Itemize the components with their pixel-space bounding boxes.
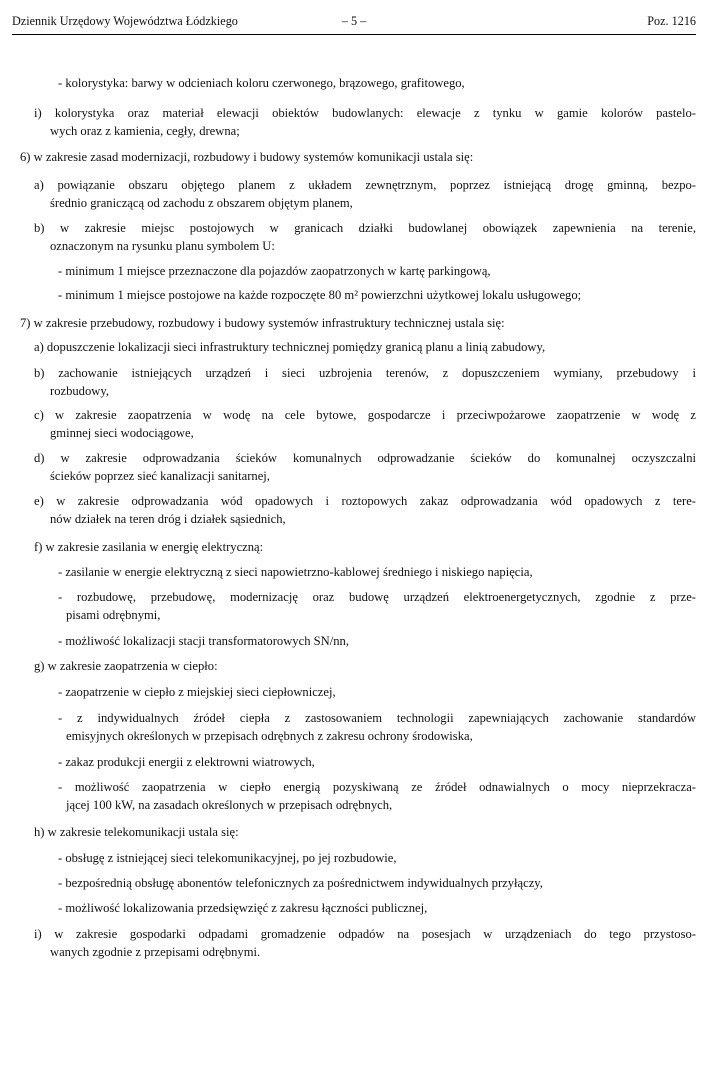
text-line: - zasilanie w energie elektryczną z sieci napowietrzno-kablowej średniego i niskiego napięcia, — [58, 565, 533, 579]
text-line: i) w zakresie gospodarki odpadami gromadzenie odpadów na posesjach w urządzeniach do tego przystoso- — [34, 927, 696, 941]
list-item — [34, 176, 696, 212]
list-item — [58, 588, 696, 624]
text-line: - kolorystyka: barwy w odcieniach koloru czerwonego, brązowego, grafitowego, — [58, 76, 465, 90]
list-item — [20, 314, 696, 332]
text-line: średnio graniczącą od zachodu z obszarem objętym planem, — [50, 196, 353, 210]
text-line: - możliwość lokalizacji stacji transformatorowych SN/nn, — [58, 634, 349, 648]
list-item — [58, 874, 696, 892]
text-line: 7) w zakresie przebudowy, rozbudowy i budowy systemów infrastruktury technicznej ustala się: — [20, 316, 505, 330]
text-line: f) w zakresie zasilania w energię elektryczną: — [34, 540, 264, 554]
text-line: emisyjnych określonych w przepisach odrębnych z zakresu ochrony środowiska, — [66, 729, 473, 743]
text-line: 6) w zakresie zasad modernizacji, rozbudowy i budowy systemów komunikacji ustala się: — [20, 150, 474, 164]
list-item — [58, 262, 696, 280]
list-item — [34, 406, 696, 442]
list-item — [34, 104, 696, 140]
text-line: - minimum 1 miejsce przeznaczone dla pojazdów zaopatrzonych w kartę parkingową, — [58, 264, 491, 278]
text-line: - minimum 1 miejsce postojowe na każde rozpoczęte 80 m² powierzchni użytkowej lokalu usługowego; — [58, 288, 582, 302]
text-line: - możliwość zaopatrzenia w ciepło energią pozyskiwaną ze źródeł odnawialnych o mocy nieprzekracza- — [58, 780, 696, 794]
list-item — [34, 538, 696, 556]
text-line: - rozbudowę, przebudowę, modernizację oraz budowę urządzeń elektroenergetycznych, zgodnie z prze- — [58, 590, 696, 604]
list-item — [58, 899, 696, 917]
text-line: ścieków poprzez sieć kanalizacji sanitarnej, — [50, 469, 270, 483]
list-item — [58, 849, 696, 867]
text-line: pisami odrębnymi, — [66, 608, 161, 622]
text-line: i) kolorystyka oraz materiał elewacji obiektów budowlanych: elewacje z tynku w gamie kolorów pastelo- — [34, 106, 696, 120]
text-line: a) powiązanie obszaru objętego planem z układem zewnętrznym, poprzez istniejącą drogę gminną, bezpo- — [34, 178, 696, 192]
page-number: – 5 – — [341, 14, 367, 28]
position-number: Poz. 1216 — [647, 14, 696, 28]
list-item — [34, 657, 696, 675]
list-item — [58, 753, 696, 771]
text-line: h) w zakresie telekomunikacji ustala się: — [34, 825, 239, 839]
list-item — [58, 563, 696, 581]
text-line: - bezpośrednią obsługę abonentów telefonicznych za pośrednictwem indywidualnych przyłączy, — [58, 876, 543, 890]
text-line: b) zachowanie istniejących urządzeń i sieci uzbrojenia terenów, z dopuszczeniem wymiany, przebudowy i — [34, 366, 696, 380]
page-header — [12, 12, 696, 35]
text-line: - z indywidualnych źródeł ciepła z zastosowaniem technologii zapewniających zachowanie standardów — [58, 711, 696, 725]
text-line: oznaczonym na rysunku planu symbolem U: — [50, 239, 275, 253]
list-item — [58, 778, 696, 814]
text-line: rozbudowy, — [50, 384, 109, 398]
list-item — [34, 823, 696, 841]
list-item — [34, 449, 696, 485]
list-item — [34, 925, 696, 961]
list-item — [58, 286, 696, 304]
list-item — [58, 709, 696, 745]
list-item — [58, 683, 696, 701]
text-line: wych oraz z kamienia, cegły, drewna; — [50, 124, 240, 138]
text-line: - zakaz produkcji energii z elektrowni wiatrowych, — [58, 755, 315, 769]
journal-title: Dziennik Urzędowy Województwa Łódzkiego — [12, 14, 238, 28]
text-line: jącej 100 kW, na zasadach określonych w przepisach odrębnych, — [66, 798, 393, 812]
text-line: c) w zakresie zaopatrzenia w wodę na cele bytowe, gospodarcze i przeciwpożarowe zaopatrzenie w wodę z — [34, 408, 696, 422]
list-item — [34, 338, 696, 356]
text-line: wanych zgodnie z przepisami odrębnymi. — [50, 945, 261, 959]
text-line: nów działek na teren dróg i działek sąsiednich, — [50, 512, 286, 526]
text-line: g) w zakresie zaopatrzenia w ciepło: — [34, 659, 218, 673]
list-item — [20, 148, 696, 166]
text-line: - możliwość lokalizowania przedsięwzięć z zakresu łączności publicznej, — [58, 901, 428, 915]
text-line: - obsługę z istniejącej sieci telekomunikacyjnej, po jej rozbudowie, — [58, 851, 397, 865]
text-line: gminnej sieci wodociągowe, — [50, 426, 194, 440]
list-item — [34, 364, 696, 400]
text-line: a) dopuszczenie lokalizacji sieci infrastruktury technicznej pomiędzy granicą planu a linią zabudowy, — [34, 340, 546, 354]
list-item — [34, 219, 696, 255]
text-line: - zaopatrzenie w ciepło z miejskiej sieci ciepłowniczej, — [58, 685, 336, 699]
text-line: e) w zakresie odprowadzania wód opadowych i roztopowych zakaz odprowadzania wód opadowych z tere- — [34, 494, 696, 508]
text-line: b) w zakresie miejsc postojowych w granicach działki budowlanej obowiązek zapewnienia na terenie, — [34, 221, 696, 235]
list-item — [58, 632, 696, 650]
list-item — [34, 492, 696, 528]
text-line: d) w zakresie odprowadzania ścieków komunalnych odprowadzanie ścieków do komunalnej oczyszczalni — [34, 451, 696, 465]
list-item — [58, 74, 658, 92]
